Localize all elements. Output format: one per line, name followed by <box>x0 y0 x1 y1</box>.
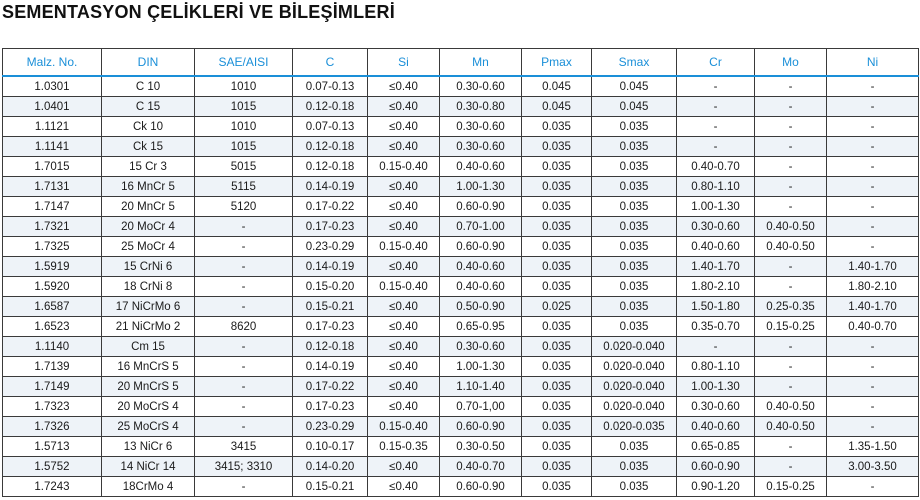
cell-smax: 0.020-0.040 <box>592 357 677 377</box>
table-row <box>3 76 919 97</box>
cell-pmax: 0.045 <box>522 76 592 97</box>
cell-c: 0.07-0.13 <box>293 117 368 137</box>
cell-mo: 0.40-0.50 <box>755 237 827 257</box>
cell-pmax: 0.035 <box>522 437 592 457</box>
table-header <box>3 49 919 77</box>
cell-mn: 0.60-0.90 <box>440 477 522 497</box>
cell-din: 16 MnCrS 5 <box>102 357 195 377</box>
cell-din: 13 NiCr 6 <box>102 437 195 457</box>
column-header-cr: Cr <box>677 49 755 77</box>
cell-smax: 0.035 <box>592 177 677 197</box>
cell-ni: 1.40-1.70 <box>827 297 919 317</box>
cell-din: 15 Cr 3 <box>102 157 195 177</box>
cell-smax: 0.035 <box>592 437 677 457</box>
cell-cr: 1.50-1.80 <box>677 297 755 317</box>
cell-pmax: 0.035 <box>522 237 592 257</box>
cell-malz-no: 1.7139 <box>3 357 102 377</box>
cell-mn: 1.00-1.30 <box>440 177 522 197</box>
cell-mo: - <box>755 97 827 117</box>
cell-si: ≤0.40 <box>368 97 440 117</box>
cell-ni: - <box>827 197 919 217</box>
cell-c: 0.14-0.19 <box>293 177 368 197</box>
cell-mn: 0.60-0.90 <box>440 237 522 257</box>
cell-cr: 0.80-1.10 <box>677 357 755 377</box>
cell-ni: - <box>827 97 919 117</box>
cell-mo: 0.15-0.25 <box>755 477 827 497</box>
cell-mo: - <box>755 76 827 97</box>
cell-cr: - <box>677 337 755 357</box>
cell-malz-no: 1.6523 <box>3 317 102 337</box>
cell-pmax: 0.035 <box>522 177 592 197</box>
cell-ni: - <box>827 117 919 137</box>
cell-sae-aisi: 1015 <box>195 137 293 157</box>
cell-mn: 0.30-0.60 <box>440 76 522 97</box>
cell-sae-aisi: - <box>195 477 293 497</box>
steel-composition-table-wrapper <box>2 48 918 497</box>
cell-din: 25 MoCrS 4 <box>102 417 195 437</box>
cell-ni: - <box>827 177 919 197</box>
cell-sae-aisi: 5015 <box>195 157 293 177</box>
cell-ni: - <box>827 397 919 417</box>
cell-cr: 0.40-0.60 <box>677 417 755 437</box>
column-header-pmax: Pmax <box>522 49 592 77</box>
cell-smax: 0.045 <box>592 97 677 117</box>
cell-malz-no: 1.5919 <box>3 257 102 277</box>
cell-din: Ck 10 <box>102 117 195 137</box>
table-row <box>3 237 919 257</box>
cell-sae-aisi: - <box>195 337 293 357</box>
cell-ni: - <box>827 337 919 357</box>
cell-c: 0.15-0.20 <box>293 277 368 297</box>
cell-sae-aisi: 3415 <box>195 437 293 457</box>
cell-mo: - <box>755 117 827 137</box>
cell-din: 20 MnCr 5 <box>102 197 195 217</box>
cell-pmax: 0.035 <box>522 317 592 337</box>
cell-ni: - <box>827 377 919 397</box>
table-row <box>3 217 919 237</box>
cell-smax: 0.020-0.035 <box>592 417 677 437</box>
cell-din: 20 MoCrS 4 <box>102 397 195 417</box>
cell-si: ≤0.40 <box>368 217 440 237</box>
cell-ni: 1.40-1.70 <box>827 257 919 277</box>
cell-cr: 0.30-0.60 <box>677 217 755 237</box>
cell-pmax: 0.035 <box>522 277 592 297</box>
cell-si: 0.15-0.40 <box>368 237 440 257</box>
cell-pmax: 0.035 <box>522 457 592 477</box>
cell-smax: 0.035 <box>592 297 677 317</box>
cell-mo: - <box>755 197 827 217</box>
cell-mn: 0.70-1,00 <box>440 397 522 417</box>
cell-sae-aisi: 8620 <box>195 317 293 337</box>
table-row <box>3 197 919 217</box>
cell-mo: - <box>755 377 827 397</box>
cell-sae-aisi: - <box>195 397 293 417</box>
cell-mn: 0.40-0.60 <box>440 257 522 277</box>
cell-malz-no: 1.7321 <box>3 217 102 237</box>
column-header-mo: Mo <box>755 49 827 77</box>
cell-mn: 0.30-0.60 <box>440 337 522 357</box>
cell-malz-no: 1.6587 <box>3 297 102 317</box>
steel-composition-table <box>2 48 919 497</box>
table-row <box>3 257 919 277</box>
cell-mo: - <box>755 177 827 197</box>
cell-mo: - <box>755 437 827 457</box>
cell-sae-aisi: - <box>195 417 293 437</box>
cell-mo: - <box>755 137 827 157</box>
cell-smax: 0.035 <box>592 257 677 277</box>
cell-si: ≤0.40 <box>368 197 440 217</box>
cell-cr: 0.80-1.10 <box>677 177 755 197</box>
cell-smax: 0.035 <box>592 477 677 497</box>
cell-ni: - <box>827 417 919 437</box>
cell-din: Cm 15 <box>102 337 195 357</box>
cell-ni: - <box>827 157 919 177</box>
table-row <box>3 97 919 117</box>
cell-c: 0.10-0.17 <box>293 437 368 457</box>
cell-sae-aisi: - <box>195 217 293 237</box>
cell-c: 0.14-0.20 <box>293 457 368 477</box>
cell-mn: 0.30-0.80 <box>440 97 522 117</box>
table-row <box>3 437 919 457</box>
cell-cr: 1.00-1.30 <box>677 377 755 397</box>
cell-din: 17 NiCrMo 6 <box>102 297 195 317</box>
cell-mo: - <box>755 257 827 277</box>
cell-si: 0.15-0.40 <box>368 157 440 177</box>
cell-smax: 0.035 <box>592 457 677 477</box>
column-header-ni: Ni <box>827 49 919 77</box>
cell-din: 25 MoCr 4 <box>102 237 195 257</box>
cell-din: 14 NiCr 14 <box>102 457 195 477</box>
cell-ni: 0.40-0.70 <box>827 317 919 337</box>
cell-din: Ck 15 <box>102 137 195 157</box>
cell-ni: 1.80-2.10 <box>827 277 919 297</box>
cell-sae-aisi: 1010 <box>195 117 293 137</box>
table-row <box>3 117 919 137</box>
table-row <box>3 297 919 317</box>
cell-mn: 0.40-0.60 <box>440 157 522 177</box>
cell-pmax: 0.035 <box>522 337 592 357</box>
cell-malz-no: 1.7323 <box>3 397 102 417</box>
table-row <box>3 417 919 437</box>
cell-malz-no: 1.7015 <box>3 157 102 177</box>
cell-sae-aisi: - <box>195 277 293 297</box>
cell-c: 0.17-0.23 <box>293 397 368 417</box>
cell-sae-aisi: - <box>195 257 293 277</box>
table-body <box>3 76 919 497</box>
cell-si: ≤0.40 <box>368 117 440 137</box>
cell-malz-no: 1.7149 <box>3 377 102 397</box>
cell-c: 0.12-0.18 <box>293 97 368 117</box>
cell-ni: - <box>827 237 919 257</box>
cell-sae-aisi: - <box>195 357 293 377</box>
table-row <box>3 157 919 177</box>
cell-mn: 0.50-0.90 <box>440 297 522 317</box>
cell-mo: - <box>755 337 827 357</box>
cell-mn: 0.30-0.60 <box>440 137 522 157</box>
cell-c: 0.17-0.22 <box>293 377 368 397</box>
cell-din: 20 MoCr 4 <box>102 217 195 237</box>
table-row <box>3 277 919 297</box>
cell-malz-no: 1.5752 <box>3 457 102 477</box>
cell-c: 0.23-0.29 <box>293 417 368 437</box>
cell-cr: 0.60-0.90 <box>677 457 755 477</box>
cell-pmax: 0.035 <box>522 217 592 237</box>
cell-c: 0.07-0.13 <box>293 76 368 97</box>
cell-cr: 0.40-0.70 <box>677 157 755 177</box>
cell-sae-aisi: 1010 <box>195 76 293 97</box>
table-row <box>3 457 919 477</box>
cell-si: ≤0.40 <box>368 477 440 497</box>
cell-pmax: 0.035 <box>522 117 592 137</box>
column-header-sae-aisi: SAE/AISI <box>195 49 293 77</box>
cell-mn: 0.60-0.90 <box>440 197 522 217</box>
cell-smax: 0.035 <box>592 277 677 297</box>
cell-smax: 0.020-0.040 <box>592 337 677 357</box>
cell-si: ≤0.40 <box>368 377 440 397</box>
column-header-smax: Smax <box>592 49 677 77</box>
column-header-si: Si <box>368 49 440 77</box>
cell-c: 0.14-0.19 <box>293 357 368 377</box>
cell-cr: 1.40-1.70 <box>677 257 755 277</box>
table-row <box>3 317 919 337</box>
cell-mo: 0.15-0.25 <box>755 317 827 337</box>
cell-mn: 0.70-1.00 <box>440 217 522 237</box>
cell-si: 0.15-0.40 <box>368 277 440 297</box>
cell-din: C 10 <box>102 76 195 97</box>
column-header-din: DIN <box>102 49 195 77</box>
cell-mo: 0.40-0.50 <box>755 217 827 237</box>
cell-si: ≤0.40 <box>368 397 440 417</box>
cell-c: 0.17-0.23 <box>293 217 368 237</box>
cell-c: 0.12-0.18 <box>293 137 368 157</box>
cell-smax: 0.035 <box>592 317 677 337</box>
cell-si: ≤0.40 <box>368 297 440 317</box>
cell-smax: 0.035 <box>592 117 677 137</box>
cell-cr: 0.35-0.70 <box>677 317 755 337</box>
cell-sae-aisi: 1015 <box>195 97 293 117</box>
cell-cr: 0.30-0.60 <box>677 397 755 417</box>
cell-cr: - <box>677 97 755 117</box>
cell-din: 20 MnCrS 5 <box>102 377 195 397</box>
cell-pmax: 0.045 <box>522 97 592 117</box>
cell-din: 16 MnCr 5 <box>102 177 195 197</box>
cell-c: 0.15-0.21 <box>293 477 368 497</box>
cell-malz-no: 1.0301 <box>3 76 102 97</box>
cell-mo: - <box>755 457 827 477</box>
cell-mn: 0.65-0.95 <box>440 317 522 337</box>
cell-si: ≤0.40 <box>368 257 440 277</box>
cell-ni: - <box>827 137 919 157</box>
cell-mn: 0.40-0.60 <box>440 277 522 297</box>
cell-din: C 15 <box>102 97 195 117</box>
cell-smax: 0.045 <box>592 76 677 97</box>
cell-pmax: 0.035 <box>522 137 592 157</box>
table-row <box>3 377 919 397</box>
cell-mn: 0.30-0.50 <box>440 437 522 457</box>
cell-mo: - <box>755 357 827 377</box>
cell-cr: 0.40-0.60 <box>677 237 755 257</box>
table-row <box>3 477 919 497</box>
cell-si: ≤0.40 <box>368 317 440 337</box>
cell-ni: - <box>827 76 919 97</box>
table-row <box>3 337 919 357</box>
cell-si: 0.15-0.35 <box>368 437 440 457</box>
cell-sae-aisi: 3415; 3310 <box>195 457 293 477</box>
cell-smax: 0.035 <box>592 217 677 237</box>
cell-sae-aisi: 5115 <box>195 177 293 197</box>
header-row <box>3 49 919 77</box>
cell-si: ≤0.40 <box>368 337 440 357</box>
table-row <box>3 177 919 197</box>
cell-mo: 0.40-0.50 <box>755 397 827 417</box>
cell-sae-aisi: - <box>195 297 293 317</box>
cell-cr: 0.65-0.85 <box>677 437 755 457</box>
cell-c: 0.23-0.29 <box>293 237 368 257</box>
cell-din: 18CrMo 4 <box>102 477 195 497</box>
cell-smax: 0.035 <box>592 237 677 257</box>
cell-si: 0.15-0.40 <box>368 417 440 437</box>
cell-cr: 1.80-2.10 <box>677 277 755 297</box>
cell-pmax: 0.035 <box>522 357 592 377</box>
cell-cr: - <box>677 137 755 157</box>
column-header-malz-no: Malz. No. <box>3 49 102 77</box>
cell-mn: 0.30-0.60 <box>440 117 522 137</box>
cell-sae-aisi: - <box>195 237 293 257</box>
cell-pmax: 0.035 <box>522 477 592 497</box>
cell-pmax: 0.035 <box>522 197 592 217</box>
cell-mo: 0.25-0.35 <box>755 297 827 317</box>
cell-cr: - <box>677 76 755 97</box>
cell-mn: 1.00-1.30 <box>440 357 522 377</box>
cell-pmax: 0.035 <box>522 397 592 417</box>
cell-c: 0.17-0.22 <box>293 197 368 217</box>
cell-cr: - <box>677 117 755 137</box>
cell-ni: - <box>827 217 919 237</box>
cell-pmax: 0.035 <box>522 417 592 437</box>
cell-malz-no: 1.7326 <box>3 417 102 437</box>
cell-si: ≤0.40 <box>368 357 440 377</box>
cell-malz-no: 1.7131 <box>3 177 102 197</box>
table-row <box>3 137 919 157</box>
table-row <box>3 397 919 417</box>
cell-malz-no: 1.5713 <box>3 437 102 457</box>
cell-din: 15 CrNi 6 <box>102 257 195 277</box>
table-row <box>3 357 919 377</box>
cell-smax: 0.020-0.040 <box>592 377 677 397</box>
cell-c: 0.12-0.18 <box>293 337 368 357</box>
cell-malz-no: 1.7147 <box>3 197 102 217</box>
cell-mn: 0.60-0.90 <box>440 417 522 437</box>
cell-mo: 0.40-0.50 <box>755 417 827 437</box>
column-header-c: C <box>293 49 368 77</box>
cell-smax: 0.020-0.040 <box>592 397 677 417</box>
cell-din: 21 NiCrMo 2 <box>102 317 195 337</box>
cell-cr: 0.90-1.20 <box>677 477 755 497</box>
cell-si: ≤0.40 <box>368 177 440 197</box>
cell-mn: 0.40-0.70 <box>440 457 522 477</box>
cell-malz-no: 1.0401 <box>3 97 102 117</box>
cell-sae-aisi: 5120 <box>195 197 293 217</box>
cell-sae-aisi: - <box>195 377 293 397</box>
cell-c: 0.14-0.19 <box>293 257 368 277</box>
cell-ni: 3.00-3.50 <box>827 457 919 477</box>
page-title: SEMENTASYON ÇELİKLERİ VE BİLEŞİMLERİ <box>2 2 395 22</box>
cell-si: ≤0.40 <box>368 76 440 97</box>
cell-malz-no: 1.5920 <box>3 277 102 297</box>
cell-cr: 1.00-1.30 <box>677 197 755 217</box>
cell-malz-no: 1.7243 <box>3 477 102 497</box>
cell-din: 18 CrNi 8 <box>102 277 195 297</box>
cell-si: ≤0.40 <box>368 137 440 157</box>
cell-ni: - <box>827 357 919 377</box>
cell-mo: - <box>755 157 827 177</box>
cell-pmax: 0.035 <box>522 157 592 177</box>
cell-malz-no: 1.1121 <box>3 117 102 137</box>
cell-smax: 0.035 <box>592 157 677 177</box>
cell-malz-no: 1.1141 <box>3 137 102 157</box>
cell-pmax: 0.035 <box>522 377 592 397</box>
column-header-mn: Mn <box>440 49 522 77</box>
cell-smax: 0.035 <box>592 197 677 217</box>
cell-c: 0.15-0.21 <box>293 297 368 317</box>
cell-ni: - <box>827 477 919 497</box>
cell-mo: - <box>755 277 827 297</box>
cell-c: 0.17-0.23 <box>293 317 368 337</box>
cell-pmax: 0.025 <box>522 297 592 317</box>
cell-smax: 0.035 <box>592 137 677 157</box>
cell-pmax: 0.035 <box>522 257 592 277</box>
cell-mn: 1.10-1.40 <box>440 377 522 397</box>
cell-malz-no: 1.7325 <box>3 237 102 257</box>
cell-si: ≤0.40 <box>368 457 440 477</box>
cell-ni: 1.35-1.50 <box>827 437 919 457</box>
cell-c: 0.12-0.18 <box>293 157 368 177</box>
cell-malz-no: 1.1140 <box>3 337 102 357</box>
